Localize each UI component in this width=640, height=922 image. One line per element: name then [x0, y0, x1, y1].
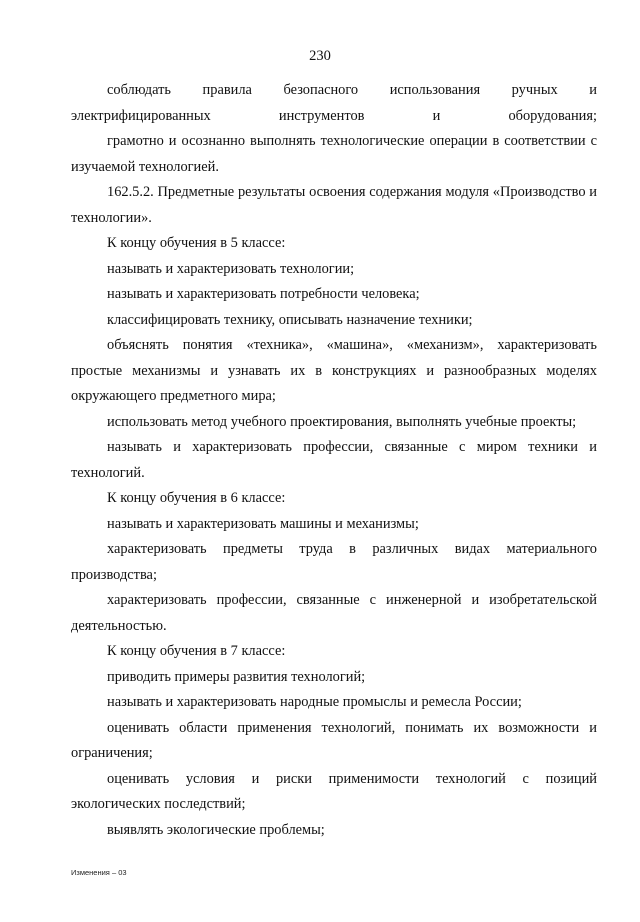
paragraph: характеризовать предметы труда в различных видах материального производства; [71, 541, 597, 583]
paragraph: выявлять экологические проблемы; [107, 821, 325, 838]
paragraph: называть и характеризовать потребности человека; [107, 286, 420, 302]
paragraph: называть и характеризовать машины и механизмы; [107, 515, 419, 532]
page-number: 230 [309, 48, 331, 64]
paragraph: приводить примеры развития технологий; [107, 668, 366, 685]
paragraph: называть и характеризовать профессии, связанные с миром техники и технологий. [71, 439, 597, 481]
paragraph: К концу обучения в 6 классе: [107, 490, 286, 506]
document-body [71, 78, 597, 843]
paragraph: классифицировать технику, описывать назначение техники; [107, 311, 473, 328]
paragraph: грамотно и осознанно выполнять технологические операции в соответствии с изучаемой технологией. [71, 133, 597, 175]
paragraph: оценивать условия и риски применимости технологий с позиций экологических последствий; [71, 770, 597, 812]
paragraph: оценивать области применения технологий, понимать их возможности и ограничения; [71, 719, 597, 761]
paragraph: использовать метод учебного проектирования, выполнять учебные проекты; [107, 413, 577, 430]
paragraph: К концу обучения в 5 классе: [107, 235, 286, 251]
paragraph: объяснять понятия «техника», «машина», «механизм», характеризовать простые механизмы и узнавать их в конструкциях и разнообразных моделях окружающего предметного мира; [71, 337, 597, 404]
paragraph: называть и характеризовать народные промыслы и ремесла России; [107, 694, 522, 710]
paragraph: К концу обучения в 7 классе: [107, 643, 286, 659]
paragraph: 162.5.2. Предметные результаты освоения содержания модуля «Производство и технологии». [71, 184, 597, 226]
paragraph: соблюдать правила безопасного использования ручных и электрифицированных инструментов и оборудования; [71, 82, 597, 124]
footer-revision-note: Изменения – 03 [71, 868, 127, 877]
paragraph: называть и характеризовать технологии; [107, 260, 355, 277]
paragraph: характеризовать профессии, связанные с инженерной и изобретательской деятельностью. [71, 592, 597, 634]
